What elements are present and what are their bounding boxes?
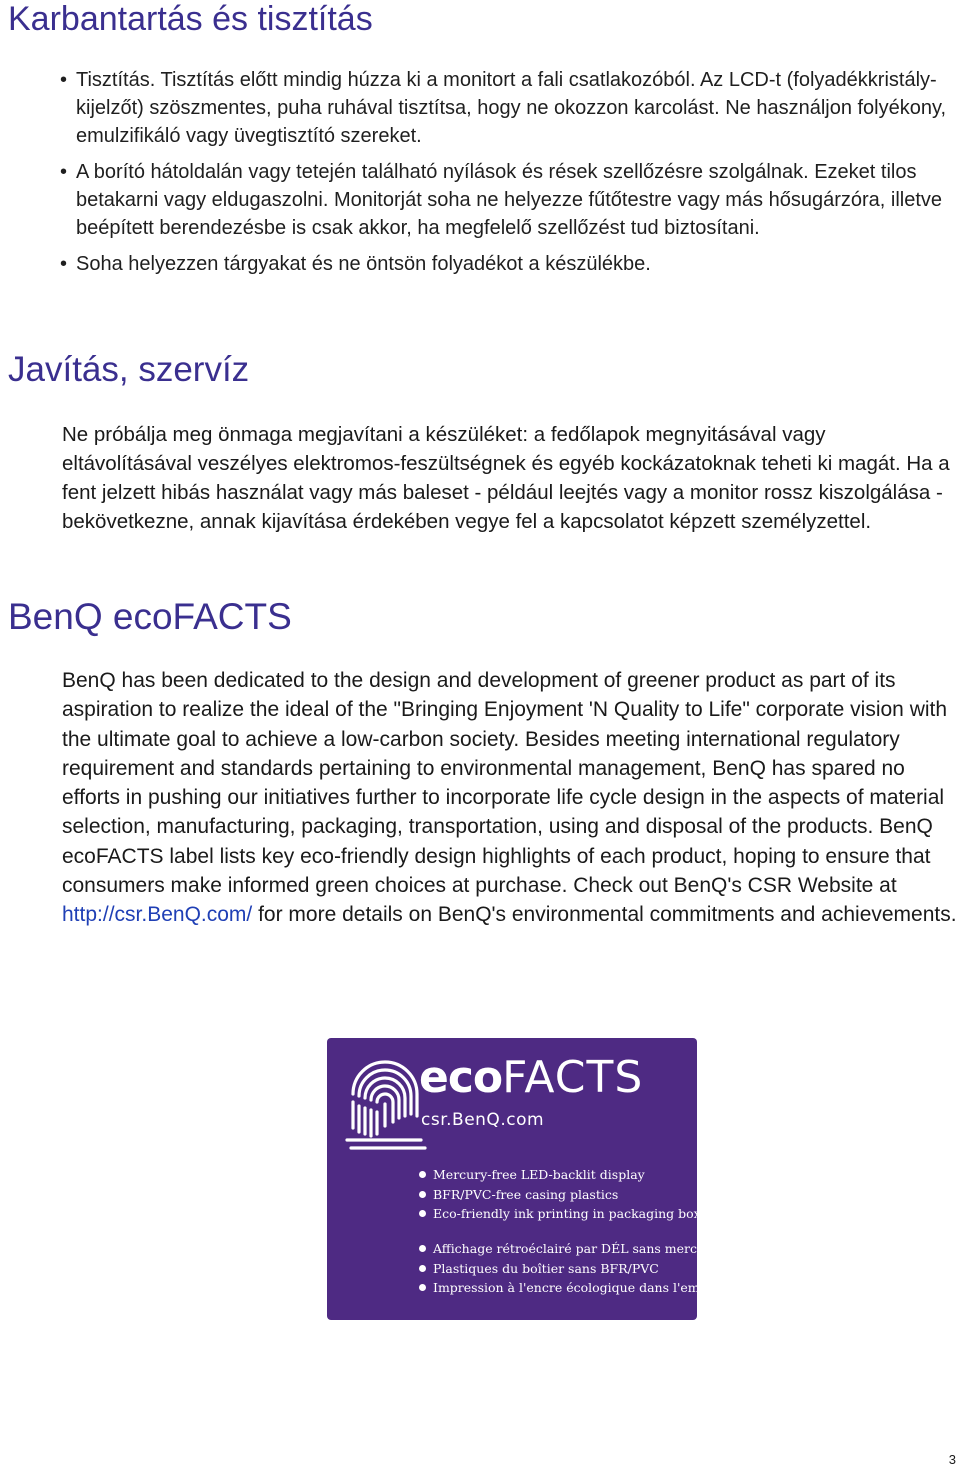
eco-list-french [419, 1239, 746, 1298]
logo-eco: eco [419, 1052, 503, 1103]
eco-list-item: Mercury-free LED-backlit display [419, 1165, 701, 1185]
heading-repair: Javítás, szervíz [8, 350, 250, 389]
bullet-item-liquids: • Soha helyezzen tárgyakat és ne öntsön folyadékot a készülékbe. [60, 253, 651, 275]
label-url: csr.BenQ.com [421, 1110, 545, 1130]
ecofacts-logo-text [419, 1048, 643, 1108]
bullet-item-cleaning: • Tisztítás. Tisztítás előtt mindig húzza ki a monitort a fali csatlakozóból. Az LCD-t (folyadékkristály-kijelzőt) szöszmentes, puha ruhával tisztítsa, hogy ne okozzon karcolást. Ne használjon folyékony, emulzifikáló vagy üvegtisztító szereket. [60, 69, 947, 147]
eco-list-item: Impression à l'encre écologique dans l'emballage [419, 1278, 746, 1298]
ecofacts-label [327, 1038, 746, 1320]
logo-facts: FACTS [502, 1052, 644, 1103]
bullet-text: Tisztítás. Tisztítás előtt mindig húzza ki a monitort a fali csatlakozóból. Az LCD-t (folyadékkristály-kijelzőt) szöszmentes, puha ruhával tisztítsa, hogy ne okozzon karcolást. Ne használjon folyékony, emulzifikáló vagy üvegtisztító szereket. [76, 69, 947, 147]
repair-paragraph: Ne próbálja meg önmaga megjavítani a készüléket: a fedőlapok megnyitásával vagy eltávolításával veszélyes elektromos-feszültségnek és egyéb kockázatoknak teheti ki magát. Ha a fent jelzett hibás használat vagy más baleset - például leejtés vagy a monitor rossz kiszolgálása - bekövetkezne, annak kijavítása érdekében vegye fel a kapcsolatot képzett személyzettel. [62, 423, 950, 533]
ecofacts-paragraph [62, 666, 960, 930]
heading-maintenance: Karbantartás és tisztítás [8, 0, 373, 38]
bullet-text: Soha helyezzen tárgyakat és ne öntsön folyadékot a készülékbe. [76, 253, 651, 275]
heading-ecofacts: BenQ ecoFACTS [8, 596, 292, 637]
eco-list-item: Affichage rétroéclairé par DÉL sans mercure [419, 1239, 746, 1259]
eco-list-item: Eco-friendly ink printing in packaging box [419, 1204, 701, 1224]
csr-website-link[interactable]: http://csr.BenQ.com/ [62, 903, 253, 927]
maintenance-bullet-list [60, 66, 955, 286]
bullet-text: A borító hátoldalán vagy tetején található nyílások és rések szellőzésre szolgálnak. Ezeket tilos betakarni vagy eldugaszolni. Monitorját soha ne helyezze fűtőtestre vagy más hősugárzóra, illetve beépített berendezésbe is csak akkor, ha megfelelő szellőzést tud biztosítani. [76, 161, 943, 239]
ecofacts-text-start: BenQ has been dedicated to the design and development of greener product as part of its aspiration to realize the ideal of the "Bringing Enjoyment 'N Quality to Life" corporate vision with the ultimate goal to achieve a low-carbon society. Besides meeting international regulatory requirement and standards pertaining to environmental management, BenQ has spared no efforts in pushing our initiatives further to incorporate life cycle design in the aspects of material selection, manufacturing, packaging, transportation, using and disposal of the products. BenQ ecoFACTS label lists key eco-friendly design highlights of each product, hoping to ensure that consumers make informed green choices at purchase. Check out BenQ's CSR Website at [62, 669, 948, 898]
fingerprint-house-icon [341, 1050, 429, 1154]
eco-list-item: Plastiques du boîtier sans BFR/PVC [419, 1259, 746, 1279]
ecofacts-text-end: for more details on BenQ's environmental commitments and achievements. [252, 903, 957, 927]
eco-list-english [419, 1165, 701, 1224]
page-number: 3 [948, 1452, 956, 1467]
bullet-item-ventilation: • A borító hátoldalán vagy tetején található nyílások és rések szellőzésre szolgálnak. Ezeket tilos betakarni vagy eldugaszolni. Monitorját soha ne helyezze fűtőtestre vagy más hősugárzóra, illetve beépített berendezésbe is csak akkor, ha megfelelő szellőzést tud biztosítani. [60, 161, 943, 239]
eco-list-item: BFR/PVC-free casing plastics [419, 1185, 701, 1205]
